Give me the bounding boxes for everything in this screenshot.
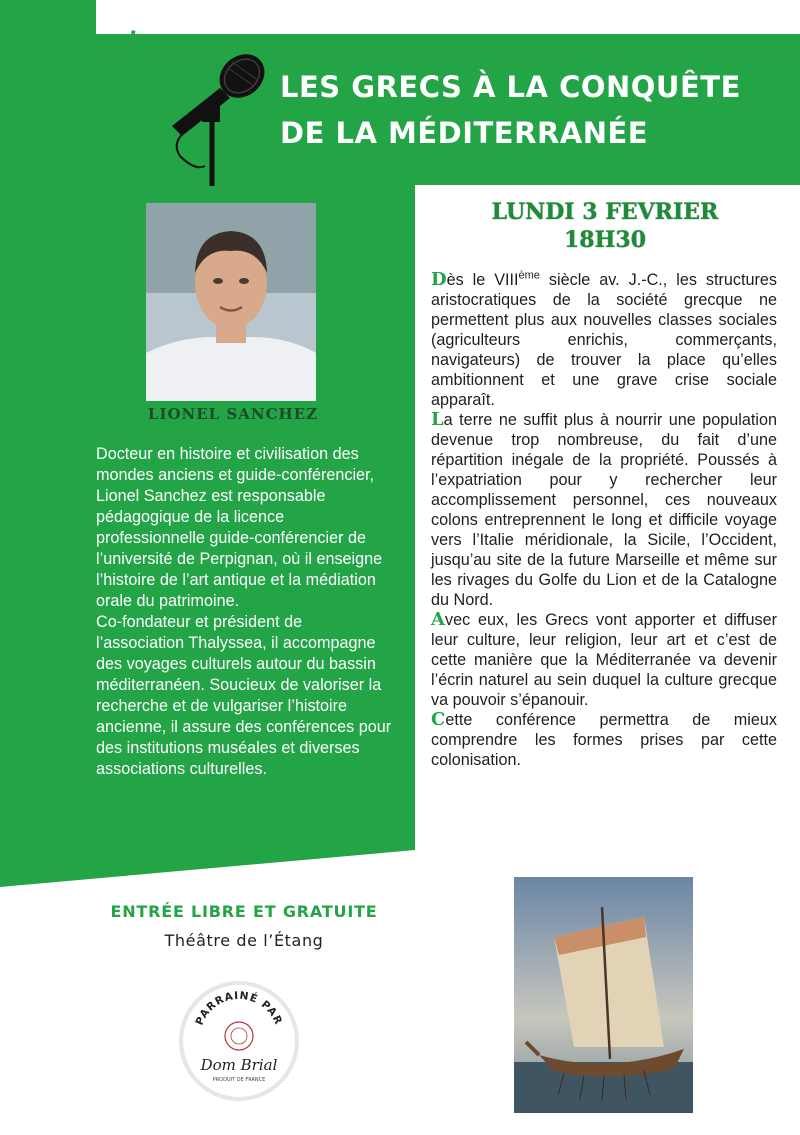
page-title-line1: LES GRECS À LA CONQUÊTE xyxy=(280,70,741,104)
svg-text:C.E.P.S. xyxy=(100,25,141,112)
drop-cap: D xyxy=(431,269,447,290)
event-date-block xyxy=(455,198,755,254)
sponsor-badge xyxy=(178,980,300,1102)
bio-paragraph: Docteur en histoire et civilisation des mondes anciens et guide-conférencier, Lionel Sanchez est responsable pédagogique de la licence professionnelle guide-conférencier de l’université de Perpignan, où il enseigne l’histoire de l’art antique et la médiation orale du patrimoine. xyxy=(96,445,383,610)
drop-cap: C xyxy=(431,709,446,730)
speaker-bio xyxy=(96,444,392,780)
sponsor-sub: PRODUIT DE FRANCE xyxy=(212,1077,266,1083)
drop-cap: A xyxy=(431,609,445,630)
speaker-photo xyxy=(146,203,316,401)
sponsor-label: PARRAINÉ PAR xyxy=(193,989,285,1028)
speaker-name: LIONEL SANCHEZ xyxy=(147,405,319,423)
drop-cap: L xyxy=(431,409,444,430)
event-day: LUNDI 3 FEVRIER xyxy=(491,199,719,225)
ceps-logo-text: C.E.P.S. xyxy=(99,24,141,113)
greek-ship-painting xyxy=(514,877,693,1113)
microphone-icon xyxy=(150,46,275,186)
sponsor-brand: Dom Brial xyxy=(200,1056,278,1074)
bio-paragraph: Co-fondateur et président de l’association Thalyssea, il accompagne des voyages culturels autour du bassin méditerranéen. Soucieux de valoriser la recherche et de vulgariser l’histoire ancienne, il assure des conférences pour des institutions muséales et diverses associations culturelles. xyxy=(96,613,392,778)
venue-name: Théâtre de l’Étang xyxy=(164,931,324,950)
article-paragraph: Cette conférence permettra de mieux comprendre les formes prises par cette colonisation. xyxy=(431,709,777,769)
page-title-line2: DE LA MÉDITERRANÉE xyxy=(280,116,649,150)
article-paragraph: La terre ne suffit plus à nourrir une population devenue trop nombreuse, du fait d’une répartition inégale de la propriété. Poussés à l’expatriation pour y rechercher leur accomplissement personnel, ces nouveaux colons entreprennent le long et difficile voyage vers l’Italie méridionale, la Sicile, l’Occident, jusqu’au site de la future Marseille et même sur les rivages du Golfe du Lion et de la Catalogne du Nord. xyxy=(431,409,777,609)
article-paragraph: Avec eux, les Grecs vont apporter et diffuser leur culture, leur religion, leur art et c’est de cette manière que la Méditerranée va devenir l’écrin naturel au sein duquel la culture grecque va pouvoir s’épanouir. xyxy=(431,609,777,709)
event-time: 18H30 xyxy=(563,227,647,253)
article-text xyxy=(431,270,777,770)
article-paragraph: Dès le VIIIème siècle av. J.-C., les structures aristocratiques de la société grecque ne permettent plus aux nouvelles classes sociales (agriculteurs enrichis, commerçants, navigateurs) de trouver la place qu’elles ambitionnent et une grave crise sociale apparaît. xyxy=(431,269,777,409)
entry-info: ENTRÉE LIBRE ET GRATUITE xyxy=(110,902,378,921)
